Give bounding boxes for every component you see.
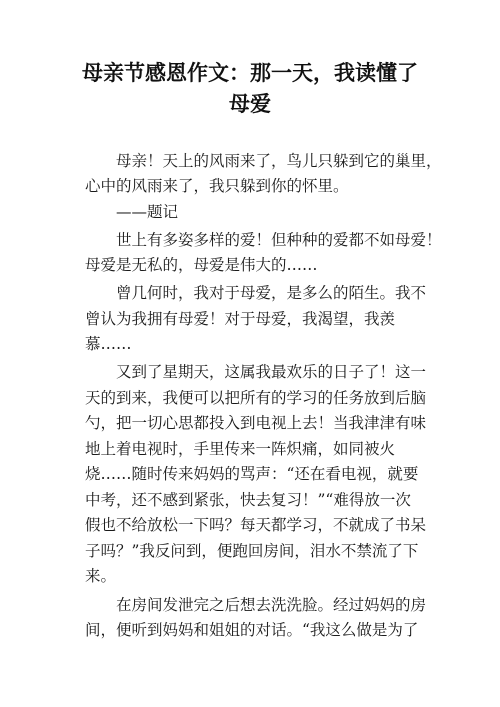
body-text-line: 慕…… <box>85 335 132 353</box>
body-text-line: 在房间发泄完之后想去洗洗脸。经过妈妈的房 <box>116 596 427 614</box>
body-text-line: 母亲！天上的风雨来了，鸟儿只躲到它的巢里， <box>116 152 442 170</box>
body-text-line: 勺，把一切心思都投入到电视上去！当我津津有味 <box>85 414 427 432</box>
body-text-line: 曾几何时，我对于母爱，是多么的陌生。我不 <box>116 284 427 302</box>
body-text-line: 又到了星期天，这属我最欢乐的日子了！这一 <box>116 363 427 381</box>
body-text-line: 心中的风雨来了，我只躲到你的怀里。 <box>85 177 349 195</box>
body-text-line: 地上着电视时，手里传来一阵炽痛，如同被火 <box>85 440 396 458</box>
body-text-line: 天的到来，我便可以把所有的学习的任务放到后脑 <box>85 389 427 407</box>
body-text-line: 假也不给放松一下吗？每天都学习，不就成了书呆 <box>85 516 427 534</box>
body-text-line: 中考，还不感到紧张，快去复习！”“难得放一次 <box>85 491 411 509</box>
body-text-line: 烧……随时传来妈妈的骂声：“还在看电视，就要 <box>85 465 419 483</box>
body-text-line: 世上有多姿多样的爱！但种种的爱都不如母爱！ <box>116 231 442 249</box>
body-text-line: 母爱是无私的，母爱是伟大的…… <box>85 256 318 274</box>
body-text-line: 间，便听到妈妈和姐姐的对话。“我这么做是为了 <box>85 621 419 639</box>
epigraph-attribution: ——题记 <box>116 203 179 221</box>
document-title-line-2: 母爱 <box>229 92 271 116</box>
body-text-line: 来。 <box>85 567 117 585</box>
body-text-line: 子吗？”我反问到，便跑回房间，泪水不禁流了下 <box>85 542 419 560</box>
body-text-line: 曾认为我拥有母爱！对于母爱，我渴望，我羡 <box>85 310 396 328</box>
document-title-line-1: 母亲节感恩作文：那一天，我读懂了 <box>82 61 418 85</box>
